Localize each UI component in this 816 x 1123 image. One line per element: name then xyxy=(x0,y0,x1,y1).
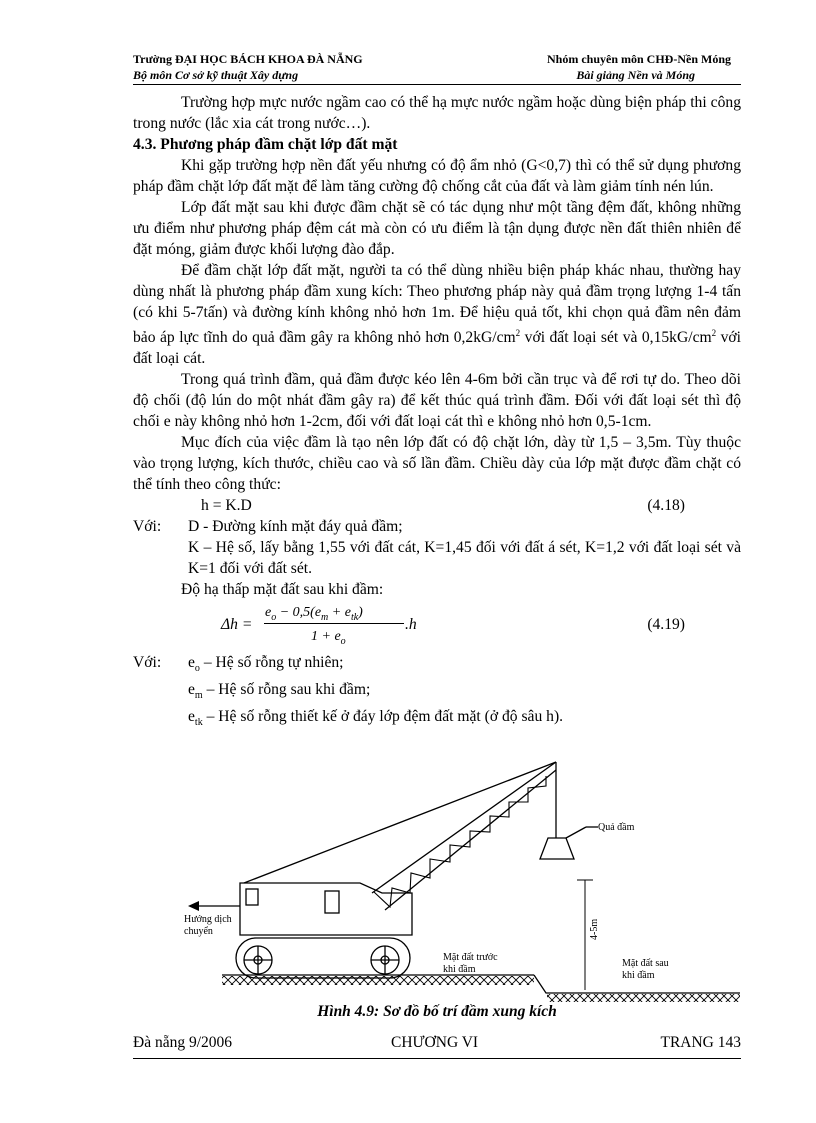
equation-text: h = K.D xyxy=(201,497,252,515)
paragraph-3: Lớp đất mặt sau khi được đầm chặt sẽ có tác dụng như một tầng đệm đất, không những ưu điểm như phương pháp đệm cát mà còn có ưu điểm là tận dụng được nền đất thiên nhiên để đặt móng, giảm được khối lượng đào đắp. xyxy=(133,199,741,258)
hoist-cable-back xyxy=(244,762,556,883)
figure-caption: Hình 4.9: Sơ đồ bố trí đầm xung kích xyxy=(317,1003,557,1020)
label-before-1: Mặt đất trước xyxy=(443,952,498,963)
label-direction-1: Hướng dịch xyxy=(184,914,232,925)
d-definition: Với: D - Đường kính mặt đáy quả đầm; xyxy=(133,518,403,536)
etk-definition: $e_{tk}$ – Hệ số rỗng thiết kế ở đáy lớp đệm đất mặt (ở độ sâu h). xyxy=(188,708,564,729)
header-school: Trường ĐẠI HỌC BÁCH KHOA ĐÀ NẴNG xyxy=(133,52,363,66)
section-heading: 4.3. Phương pháp đầm chặt lớp đất mặt xyxy=(133,136,398,153)
ground-hatch-right xyxy=(547,994,740,1002)
footer-date: Đà nẵng 9/2006 xyxy=(133,1034,233,1051)
paragraph-6: Mục đích của việc đầm là tạo nên lớp đất có độ chặt lớn, dày từ 1,5 – 3,5m. Tùy thuộc vào trọng lượng, kích thước, chiều cao và số lần đầm. Chiều dày của lớp mặt được đầm chặt có thể tính theo công thức: xyxy=(133,434,741,494)
em-definition: $e_m$ – Hệ số rỗng sau khi đầm; xyxy=(188,681,371,702)
eq2-denominator: $1 + e_o$ xyxy=(311,629,346,647)
footer-chapter: CHƯƠNG VI xyxy=(391,1034,479,1051)
eq2-tail: .h xyxy=(405,616,417,634)
paragraph-1: Trường hợp mực nước ngầm cao có thể hạ mực nước ngầm hoặc dùng biện pháp thi công trong nước (lắc xia cát trong nước…). xyxy=(133,94,741,132)
tamping-weight xyxy=(540,838,574,859)
paragraph-5: Trong quá trình đầm, quả đầm được kéo lên 4-6m bởi cần trục và để rơi tự do. Theo dõi độ chối (độ lún do một nhát đầm gây ra) để kết thúc quá trình đầm. Đối với đất loại sét thì độ chối e này không nhỏ hơn 1-2cm, đối với đất loại cát thì e không nhỏ hơn 0,5-1cm. xyxy=(133,371,741,431)
paragraph-4: Để đầm chặt lớp đất mặt, người ta có thể dùng nhiều biện pháp khác nhau, thường hay dùng nhất là phương pháp đầm xung kích: Theo phương pháp này quả đầm trọng lượng 1-4 tấn (có khi 5-7tấn) và đường kính không nhỏ hơn 1m. Để hiệu quả tốt, khi chọn quả đầm nên đảm bảo áp lực tĩnh do quả đầm gây ra không nhỏ hơn $0,2kG/cm^2$ với đất loại sét và $0,15kG/cm^2$ với đất loại cát. xyxy=(133,262,741,368)
direction-arrow-head xyxy=(188,901,199,911)
label-height: 4-5m xyxy=(589,918,600,940)
footer-rule xyxy=(133,1058,741,1059)
paragraph-2: Khi gặp trường hợp nền đất yếu nhưng có độ ẩm nhỏ (G<0,7) thì có thể sử dụng phương pháp đầm chặt lớp đất mặt để làm tăng cường độ chống cắt của đất và làm giảm tính nén lún. xyxy=(133,157,741,195)
eq2-numerator: $e_o - 0,5(e_m + e_{tk})$ xyxy=(265,605,363,623)
eo-definition: Với: $e_o$ – Hệ số rỗng tự nhiên; xyxy=(133,654,344,675)
header-lecture: Bài giảng Nền và Móng xyxy=(576,68,695,82)
eq2-lhs: Δh = xyxy=(221,616,253,634)
boom-lattice xyxy=(374,776,546,907)
label-before-2: khi đầm xyxy=(443,964,476,975)
equation-number: (4.18) xyxy=(647,497,685,515)
label-direction-2: chuyển xyxy=(184,926,213,937)
label-after-1: Mặt đất sau xyxy=(622,958,669,969)
header-dept: Bộ môn Cơ sở kỹ thuật Xây dựng xyxy=(133,68,299,82)
footer-page: TRANG 143 xyxy=(660,1034,741,1051)
header-group: Nhóm chuyên môn CHĐ-Nền Móng xyxy=(546,52,731,66)
eq2-number: (4.19) xyxy=(647,616,685,634)
k-definition: K – Hệ số, lấy bằng 1,55 với đất cát, K=1,45 đối với đất á sét, K=1,2 với đất loại sét và K=1 đối với đất sét. xyxy=(188,539,741,578)
boom-top-chord xyxy=(372,762,556,893)
crane-window-right xyxy=(325,891,339,913)
crane-window-left xyxy=(246,889,258,905)
label-weight: Quả đầm xyxy=(598,822,635,833)
label-after-2: khi đầm xyxy=(622,970,655,981)
paragraph-7: Độ hạ thấp mặt đất sau khi đầm: xyxy=(181,581,384,599)
